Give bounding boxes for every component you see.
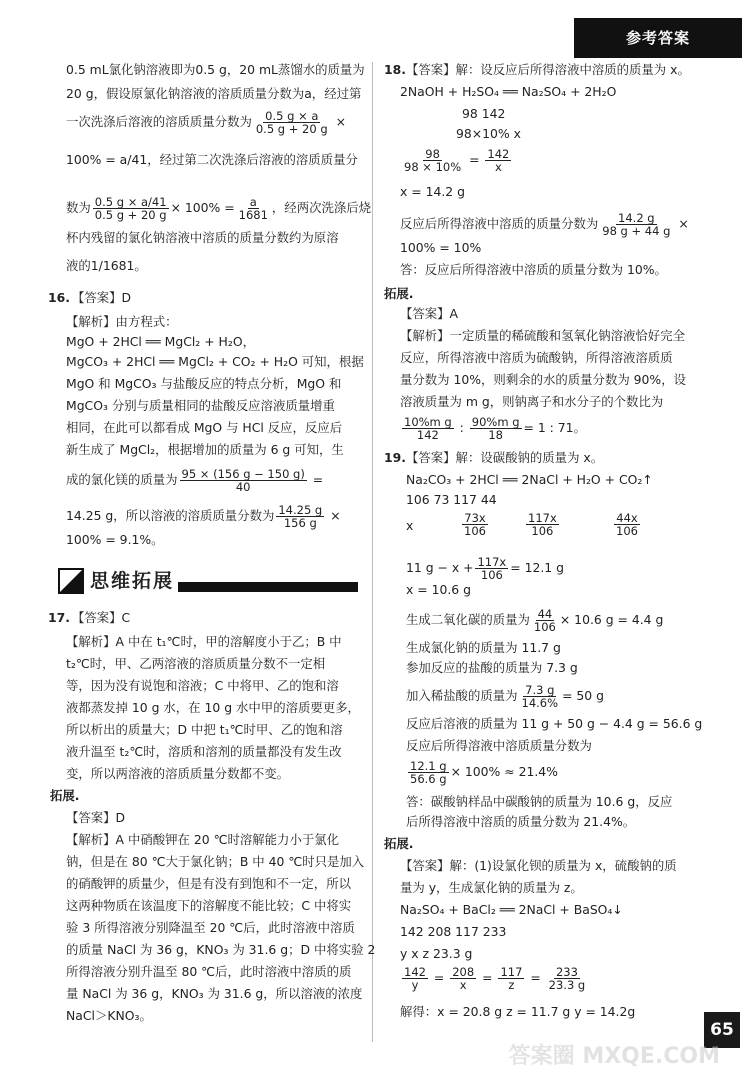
extension-title: 拓展. (50, 788, 80, 803)
equation-line: 142 208 117 233 (400, 924, 507, 939)
equation-line: 解得：x = 20.8 g z = 11.7 g y = 14.2g (400, 1004, 636, 1019)
text-line: 反应后所得溶液中溶质的质量分数为 $\frac{14.2 g}{98 g + 44 g}$ × (400, 211, 689, 238)
denominator: 106 (531, 524, 554, 538)
text-span: = 1 : 71。 (523, 420, 586, 435)
denominator: 106 (464, 524, 486, 538)
equation-line: Na₂CO₃ + 2HCl ══ 2NaCl + H₂O + CO₂↑ (406, 472, 653, 487)
text-line (406, 608, 663, 633)
denominator: 106 (616, 524, 638, 538)
denominator: 142 (416, 428, 439, 442)
text-line: 钠，但是在 80 ℃大于氯化钠；B 中 40 ℃时只是加入 (66, 854, 365, 869)
text-line: 溶液质量为 m g，则钠离子和水分子的个数比为 (400, 394, 664, 409)
numerator: 44x (616, 511, 638, 525)
fraction (93, 196, 169, 221)
equation-line: x (406, 518, 414, 533)
fraction (402, 966, 428, 991)
text-line: 液升温至 t₂℃时，溶质和溶剂的质量都没有发生改 (66, 744, 342, 759)
text-line: 液都蒸发掉 10 g 水，在 10 g 水中甲的溶质要更多， (66, 700, 360, 715)
numerator: 117x (528, 511, 557, 525)
text-line: 一次洗涤后溶液的溶质质量分数为 $\frac{0.5 g \times a}{0.5 g + 20 g}$ × (66, 109, 346, 136)
denominator: 40 (235, 480, 251, 494)
denominator: 98 × 10% (404, 160, 462, 174)
text-line: 14.25 g，所以溶液的溶质质量分数为 $\frac{14.25 g}{156 g}$ × (66, 503, 341, 530)
text-line: 所得溶液分别升温至 80 ℃后，此时溶液中溶质的质 (66, 964, 352, 979)
numerator: 98 (425, 147, 440, 161)
denominator: 56.6 g (410, 772, 447, 786)
question-number: 18. (384, 62, 406, 77)
text-span: 14.25 g，所以溶液的溶质质量分数为 (66, 508, 275, 523)
numerator: 142 (404, 965, 426, 979)
text-span: × 100% = (170, 200, 235, 215)
text-span: 成的氯化镁的质量为 (66, 472, 178, 487)
text-line: 验 3 所得溶液分别降温至 20 ℃后，此时溶液中溶质 (66, 920, 355, 935)
denominator: 0.5 g + 20 g (94, 208, 167, 222)
equation-line: 98×10% x (456, 126, 521, 141)
text-line: 量 NaCl 为 36 g，KNO₃ 为 31.6 g，所以溶液的浓度 (66, 986, 363, 1001)
text-line: MgCO₃ + 2HCl ══ MgCl₂ + CO₂ + H₂O 可知，根据 (66, 354, 364, 369)
numerator: 44 (537, 607, 553, 621)
answer-label: 【答案】A (400, 306, 459, 321)
denominator: 0.5 g + 20 g (255, 122, 328, 136)
denominator: x (459, 978, 467, 992)
text-line: 这两种物质在该温度下的溶解度不能比较；C 中将实 (66, 898, 352, 913)
text-line: t₂℃时，甲、乙两溶液的溶质质量分数不一定相 (66, 656, 326, 671)
equation-line (460, 512, 490, 537)
column-divider (372, 62, 373, 1042)
equation-line: Na₂SO₄ + BaCl₂ ══ 2NaCl + BaSO₄↓ (400, 902, 623, 917)
equation-line: 2NaOH + H₂SO₄ ══ Na₂SO₄ + 2H₂O (400, 84, 617, 99)
text-line: MgO + 2HCl ══ MgCl₂ + H₂O， (66, 334, 255, 349)
text-line: 反应后溶液的质量为 11 g + 50 g − 4.4 g = 56.6 g (406, 716, 703, 731)
text-line: 【答案】解：设反应后所得溶液中溶质的质量为 x。 (406, 62, 690, 77)
text-line: NaCl＞KNO₃。 (66, 1008, 152, 1023)
denominator: 156 g (283, 516, 317, 530)
numerator: 90%m g (471, 415, 520, 429)
text-line: MgCO₃ 分别与质量相同的盐酸反应溶液质量增重 (66, 398, 335, 413)
text-line: 成的氯化镁的质量为 $\frac{95 \times (156 g - 150 g)}{40}$ = (66, 467, 324, 494)
numerator: a (249, 195, 257, 209)
equation-line: 98 142 (462, 106, 506, 121)
section-title: 思维拓展 (90, 570, 175, 592)
text-span: ，经两次洗涤后烧 (271, 200, 372, 215)
text-line: 的质量 NaCl 为 36 g，KNO₃ 为 31.6 g；D 中将实验 2 (66, 942, 376, 957)
text-span: × 100% ≈ 21.4% (450, 764, 558, 779)
numerator: 10%m g (404, 415, 452, 429)
text-line: 【答案】解：(1)设氯化钡的质量为 x，硫酸钠的质 (400, 858, 677, 873)
equation-line (524, 512, 561, 537)
fraction (276, 504, 324, 529)
denominator: 14.6% (521, 696, 559, 710)
fraction (600, 212, 672, 237)
text-line: 的硝酸钾的质量少，但是有没有到饱和不一定，所以 (66, 876, 351, 891)
text-line: 20 g，假设原氯化钠溶液的溶质质量分数为a，经过第 (66, 86, 362, 101)
text-line: 100% = 9.1%。 (66, 532, 164, 547)
text-span: 加入稀盐酸的质量为 (406, 688, 518, 703)
fraction (485, 148, 511, 173)
page-number: 65 (704, 1012, 740, 1048)
text-span: 反应后所得溶液中溶质的质量分数为 (400, 216, 599, 231)
text-line: 反应后所得溶液中溶质质量分数为 (406, 738, 592, 753)
text-line: 液的1/1681。 (66, 258, 147, 273)
equation-line (406, 760, 558, 785)
numerator: 73x (464, 511, 486, 525)
text-line: 【答案】解：设碳酸钠的质量为 x。 (406, 450, 604, 465)
text-span: = 50 g (562, 688, 604, 703)
text-line: 答：反应后所得溶液中溶质的质量分数为 10%。 (400, 262, 667, 277)
text-line: 【解析】A 中硝酸钾在 20 ℃时溶解能力小于氯化 (66, 832, 340, 847)
numerator: 14.25 g (278, 503, 323, 517)
equation-line: $\frac{\text{10\%m g}}{142}$ : $\frac{\text{90\%m g}}{18}$ = 1 : 71。 (404, 415, 586, 442)
extension-title: 拓展. (384, 286, 414, 301)
text-span: 生成二氧化碳的质量为 (406, 612, 530, 627)
numerator: 12.1 g (410, 759, 447, 773)
denominator: 98 g + 44 g (602, 224, 671, 238)
denominator: y (411, 978, 419, 992)
equation-line: $\frac{142}{y}$ = $\frac{208}{x}$ = $\frac{117}{z}$ = $\frac{233}{23.3 g}$ (404, 965, 586, 992)
text-line: 答：碳酸钠样品中碳酸钠的质量为 10.6 g，反应 (406, 794, 673, 809)
numerator: 0.5 g × a/41 (94, 195, 167, 209)
fraction (498, 966, 524, 991)
text-line: 反应，所得溶液中溶质为硫酸钠，所得溶液溶质质 (400, 350, 673, 365)
numerator: 142 (487, 147, 510, 161)
answer-label: 【答案】D (66, 810, 126, 825)
fraction (547, 966, 588, 991)
equation-line: 100% = 10% (400, 240, 482, 255)
text-span: 11 g − x + (406, 560, 474, 575)
text-span: = 12.1 g (510, 560, 564, 575)
fraction (180, 468, 307, 493)
text-line: 【解析】A 中在 t₁℃时，甲的溶解度小于乙；B 中 (66, 634, 342, 649)
denominator: 106 (533, 620, 556, 634)
fraction (237, 196, 270, 221)
fraction (470, 416, 522, 441)
text-span: × 10.6 g = 4.4 g (559, 612, 664, 627)
text-line: 新生成了 MgCl₂，根据增加的质量为 6 g 可知，生 (66, 442, 344, 457)
equation-line: x = 14.2 g (400, 184, 465, 199)
fraction (614, 512, 640, 537)
text-line: 杯内残留的氯化钠溶液中溶质的质量分数约为原溶 (66, 230, 339, 245)
answer-label: 【答案】D (72, 290, 132, 305)
denominator: 23.3 g (548, 978, 586, 992)
denominator: 1681 (238, 208, 268, 222)
numerator: 117 (500, 965, 523, 979)
numerator: 117x (477, 555, 507, 569)
fraction (532, 608, 558, 633)
fraction (402, 148, 463, 173)
numerator: 95 × (156 g − 150 g) (181, 467, 305, 481)
text-span: 一次洗涤后溶液的溶质质量分数为 (66, 114, 252, 129)
text-line (406, 684, 604, 709)
denominator: 106 (480, 568, 503, 582)
denominator: x (494, 160, 502, 174)
text-span: 数为 (66, 200, 91, 215)
text-line: 0.5 mL氯化钠溶液即为0.5 g，20 mL蒸馏水的质量为 (66, 62, 365, 77)
fraction (450, 966, 476, 991)
header-tag: 参考答案 (574, 18, 742, 58)
numerator: 14.2 g (618, 211, 655, 225)
extension-title: 拓展. (384, 836, 414, 851)
question-number: 19. (384, 450, 406, 465)
text-line (66, 196, 371, 221)
section-icon (58, 568, 84, 594)
equation-line: y x z 23.3 g (400, 946, 473, 961)
denominator: 18 (488, 428, 503, 442)
watermark: 答案圈 MXQE.COM (508, 1044, 720, 1069)
equation-line: 106 73 117 44 (406, 492, 497, 507)
text-line: 100% = a/41，经过第二次洗涤后溶液的溶质质量分 (66, 152, 358, 167)
fraction (462, 512, 488, 537)
fraction (402, 416, 454, 441)
text-line: 【解析】由方程式： (66, 314, 178, 329)
equation-line: $\frac{98}{98 \times 10\%}$ = $\frac{142}{x}$ (404, 147, 510, 174)
text-line: 等，因为没有说饱和溶液；C 中将甲、乙的饱和溶 (66, 678, 339, 693)
fraction (254, 110, 330, 135)
text-line: MgO 和 MgCO₃ 与盐酸反应的特点分析，MgO 和 (66, 376, 342, 391)
question-number: 17. (48, 610, 70, 625)
text-line: 相同，在此可以都看成 MgO 与 HCl 反应，反应后 (66, 420, 343, 435)
answer-label: 【答案】C (72, 610, 131, 625)
text-line: 所以析出的质量大；D 中把 t₁℃时甲、乙的饱和溶 (66, 722, 343, 737)
numerator: 7.3 g (525, 683, 555, 697)
numerator: 208 (452, 965, 475, 979)
fraction (408, 760, 449, 785)
text-line: 生成氯化钠的质量为 11.7 g (406, 640, 561, 655)
text-line: 量分数为 10%，则剩余的水的质量分数为 90%，设 (400, 372, 686, 387)
numerator: 233 (555, 965, 578, 979)
section-bar (178, 582, 358, 592)
text-line: 量为 y，生成氯化钠的质量为 z。 (400, 880, 583, 895)
fraction (526, 512, 559, 537)
question-number: 16. (48, 290, 70, 305)
equation-line (612, 512, 642, 537)
text-line: 后所得溶液中溶质的质量分数为 21.4%。 (406, 814, 636, 829)
numerator: 0.5 g × a (265, 109, 319, 123)
equation-line (406, 556, 564, 581)
fraction (475, 556, 508, 581)
text-line: 【解析】一定质量的稀硫酸和氢氧化钠溶液恰好完全 (400, 328, 685, 343)
text-line: 参加反应的盐酸的质量为 7.3 g (406, 660, 578, 675)
equation-line: x = 10.6 g (406, 582, 471, 597)
denominator: z (508, 978, 515, 992)
fraction (520, 684, 561, 709)
text-line: 变，所以两溶液的溶质质量分数都不变。 (66, 766, 290, 781)
